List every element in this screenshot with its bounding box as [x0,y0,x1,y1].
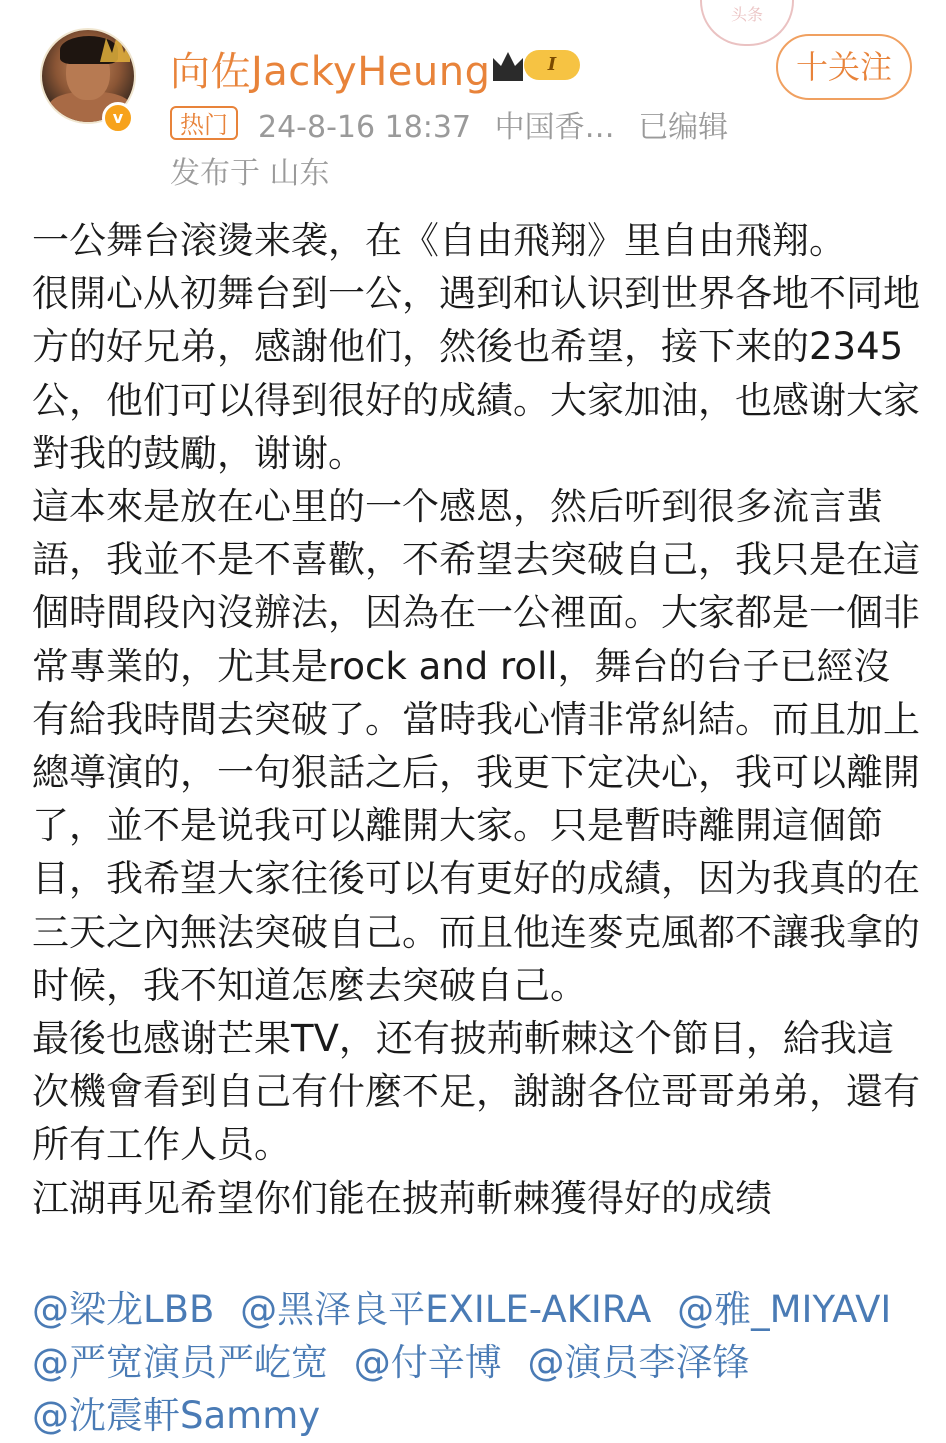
post-paragraph: 最後也感谢芒果TV，还有披荊斬棘这个節目，給我這次機會看到自己有什麼不足，謝謝各位哥哥弟弟，還有所有工作人员。 [32,1017,920,1167]
post-paragraph: 很開心从初舞台到一公，遇到和认识到世界各地不同地方的好兄弟，感謝他们，然後也希望，接下来的2345公，他们可以得到很好的成績。大家加油，也感谢大家對我的鼓勵，谢谢。 [32,272,920,475]
follow-button[interactable]: 十关注 [776,34,912,100]
watermark-stamp: 头条 [700,0,794,46]
post-header [0,0,946,200]
verified-icon: v [102,102,134,134]
mention-link[interactable]: @雅_MIYAVI [677,1288,892,1331]
mention-link[interactable]: @沈震軒Sammy [32,1394,321,1438]
post-body [32,214,922,1225]
post-meta [258,102,742,146]
mention-link[interactable]: @付辛博 [353,1341,502,1385]
user-name[interactable]: 向佐JackyHeung [170,49,491,95]
post-paragraph: 這本來是放在心里的一个感恩，然后听到很多流言蜚語，我並不是不喜歡，不希望去突破自己，我只是在這個時間段內沒辦法，因為在一公裡面。大家都是一個非常專業的，尤其是rock and roll，舞台的台子已經沒有給我時間去突破了。當時我心情非常糾結。而且加上總導演的，一句狠話之后，我更下定决心，我可以離開了，並不是说我可以離開大家。只是暫時離開這個節目，我希望大家往後可以有更好的成績，因为我真的在三天之內無法突破自己。而且他连麥克風都不讓我拿的时候，我不知道怎麼去突破自己。 [32,485,920,1007]
edited-label[interactable]: 已编辑 [638,110,729,145]
mention-link[interactable]: @严宽演员严屹宽 [32,1341,328,1385]
post-paragraph: 一公舞台滚燙来袭，在《自由飛翔》里自由飛翔。 [32,219,846,262]
level-badge[interactable]: I [524,50,580,80]
mention-link[interactable]: @演员李泽锋 [527,1341,750,1385]
mention-list [32,1283,922,1443]
mention-link[interactable]: @梁龙LBB [32,1288,215,1331]
post-timestamp: 24-8-16 18:37 [258,110,472,145]
post-paragraph: 江湖再见希望你们能在披荊斬棘獲得好的成绩 [32,1176,772,1220]
mention-link[interactable]: @黑泽良平EXILE-AKIRA [240,1288,652,1331]
post-source[interactable]: 中国香… [494,110,615,145]
avatar-decoration [100,32,130,62]
crown-icon [490,48,526,82]
hot-tag: 热门 [170,106,238,140]
post-location: 发布于 山东 [170,156,330,191]
